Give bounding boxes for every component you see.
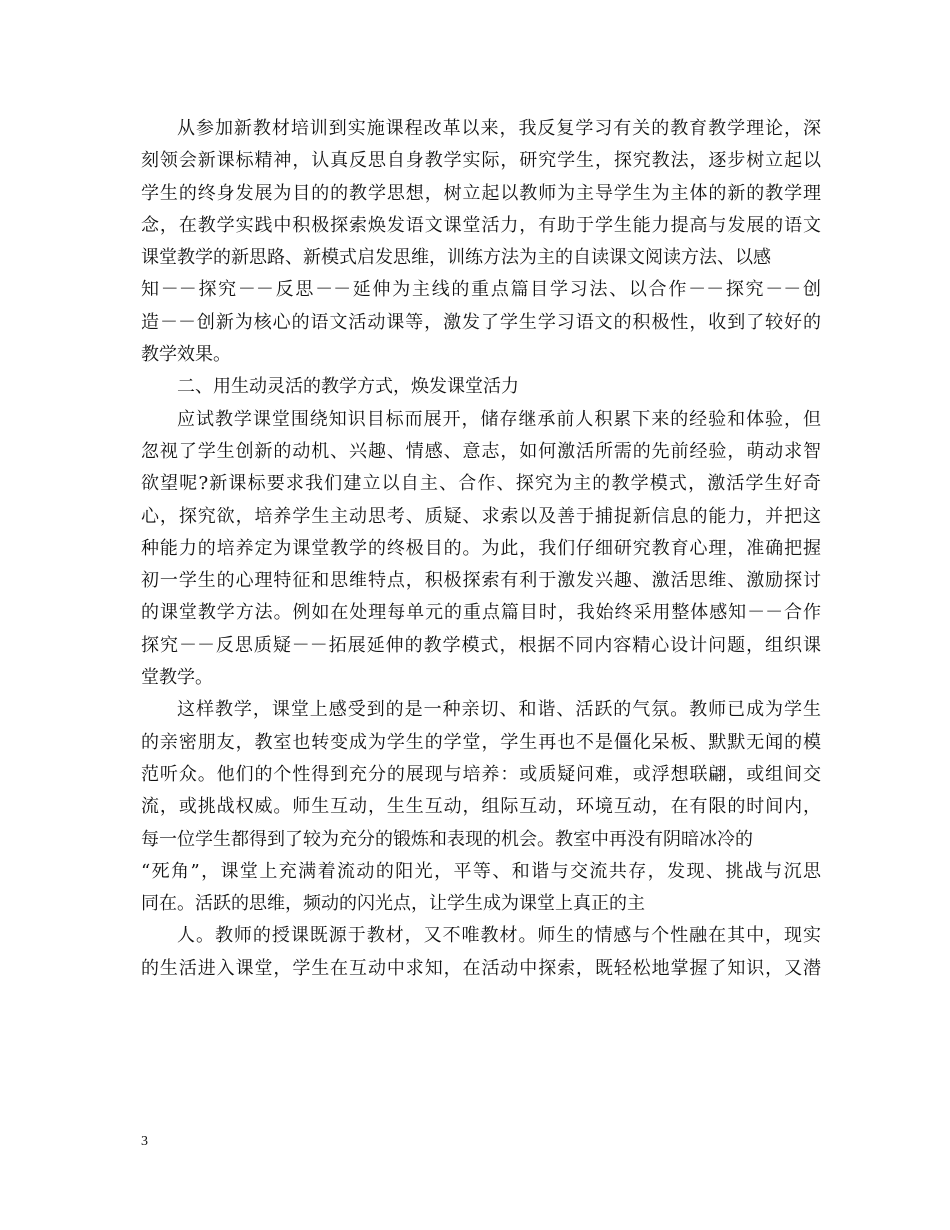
text-line: 种能力的培养定为课堂教学的终极目的。为此，我们仔细研究教育心理，准确把握 bbox=[141, 537, 821, 559]
text-line: 教学效果。 bbox=[141, 344, 231, 366]
text-line: 刻领会新课标精神，认真反思自身教学实际，研究学生，探究教法，逐步树立起以 bbox=[141, 150, 821, 172]
text-line: 同在。活跃的思维，频动的闪光点，让学生成为课堂上真正的主 bbox=[141, 893, 645, 915]
text-line: 范听众。他们的个性得到充分的展现与培养：或质疑问难，或浮想联翩，或组间交 bbox=[141, 763, 821, 785]
text-line: 学生的终身发展为目的的教学思想，树立起以教师为主导学生为主体的新的教学理 bbox=[141, 182, 821, 204]
text-line: 堂教学。 bbox=[141, 667, 213, 689]
document-body bbox=[141, 113, 821, 985]
text-line: 从参加新教材培训到实施课程改革以来，我反复学习有关的教育教学理论，深 bbox=[177, 118, 821, 139]
text-line: “死角”，课堂上充满着流动的阳光，平等、和谐与交流共存，发现、挑战与沉思 bbox=[141, 860, 821, 882]
text-line: 这样教学，课堂上感受到的是一种亲切、和谐、活跃的气氛。教师已成为学生 bbox=[177, 699, 821, 721]
page-number: 3 bbox=[141, 1134, 148, 1149]
text-line: 的生活进入课堂，学生在互动中求知，在活动中探索，既轻松地掌握了知识，又潜 bbox=[141, 957, 821, 979]
text-line: 课堂教学的新思路、新模式启发思维，训练方法为主的自读课文阅读方法、以感 bbox=[141, 247, 771, 269]
text-line: 心，探究欲，培养学生主动思考、质疑、求索以及善于捕捉新信息的能力，并把这 bbox=[141, 505, 821, 527]
text-line: 忽视了学生创新的动机、兴趣、情感、意志，如何激活所需的先前经验，萌动求智 bbox=[141, 440, 821, 462]
text-line: 流，或挑战权威。师生互动，生生互动，组际互动，环境互动，在有限的时间内， bbox=[141, 796, 821, 818]
text-line: 应试教学课堂围绕知识目标而展开，储存继承前人积累下来的经验和体验，但 bbox=[177, 408, 821, 430]
text-line: 的课堂教学方法。例如在处理每单元的重点篇目时，我始终采用整体感知－－合作 bbox=[141, 602, 821, 624]
text-line: 人。教师的授课既源于教材，又不唯教材。师生的情感与个性融在其中，现实 bbox=[177, 925, 821, 947]
text-line: 每一位学生都得到了较为充分的锻炼和表现的机会。教室中再没有阴暗冰冷的 bbox=[141, 828, 753, 850]
text-line: 造－－创新为核心的语文活动课等，激发了学生学习语文的积极性，收到了较好的 bbox=[141, 311, 821, 333]
text-line: 初一学生的心理特征和思维特点，积极探索有利于激发兴趣、激活思维、激励探讨 bbox=[141, 570, 821, 592]
text-line: 二、用生动灵活的教学方式，焕发课堂活力 bbox=[177, 376, 519, 398]
text-line: 探究－－反思质疑－－拓展延伸的教学模式，根据不同内容精心设计问题，组织课 bbox=[141, 634, 821, 656]
text-line: 欲望呢?新课标要求我们建立以自主、合作、探究为主的教学模式，激活学生好奇 bbox=[141, 473, 821, 495]
text-line: 的亲密朋友，教室也转变成为学生的学堂，学生再也不是僵化呆板、默默无闻的模 bbox=[141, 731, 821, 753]
text-line: 念，在教学实践中积极探索焕发语文课堂活力，有助于学生能力提高与发展的语文 bbox=[141, 214, 821, 236]
text-line: 知－－探究－－反思－－延伸为主线的重点篇目学习法、以合作－－探究－－创 bbox=[141, 279, 821, 301]
